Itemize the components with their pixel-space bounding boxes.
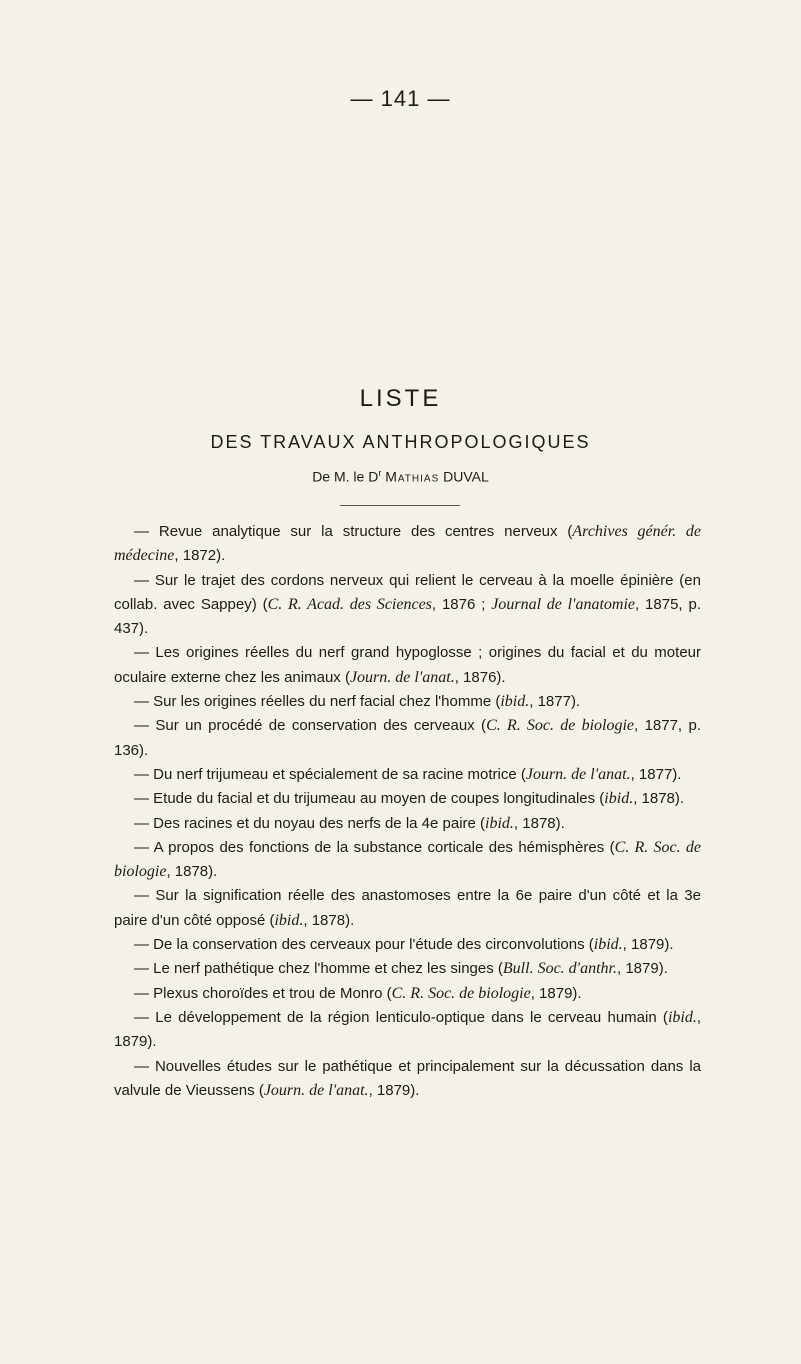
author-prefix: De M. le D <box>312 468 379 485</box>
publication-entry: — Sur un procédé de conservation des cerveaux (C. R. Soc. de biologie, 1877, p. 136). <box>114 717 701 759</box>
page-number: — 141 — <box>350 86 451 111</box>
publication-entry: — Des racines et du noyau des nerfs de la 4e paire (ibid., 1878). <box>134 814 565 832</box>
publication-entry: — Du nerf trijumeau et spécialement de sa racine motrice (Journ. de l'anat., 1877). <box>134 765 682 783</box>
page-subtitle: DES TRAVAUX ANTHROPOLOGIQUES <box>210 432 591 452</box>
page-title: LISTE <box>359 385 442 412</box>
publication-entry: — Les origines réelles du nerf grand hypoglosse ; origines du facial et du moteur oculaire externe chez les animaux (Journ. de l'anat., 1876). <box>114 644 701 686</box>
publication-entry: — Nouvelles études sur le pathétique et principalement sur la décussation dans la valvule de Vieussens (Journ. de l'anat., 1879). <box>114 1057 701 1099</box>
author-line <box>0 468 801 485</box>
author-firstname: Mathias <box>385 468 440 485</box>
publication-entry: — A propos des fonctions de la substance corticale des hémisphères (C. R. Soc. de biologie, 1878). <box>114 838 701 881</box>
publication-entry: — Etude du facial et du trijumeau au moyen de coupes longitudinales (ibid., 1878). <box>134 790 685 808</box>
publication-entry: — Sur le trajet des cordons nerveux qui relient le cerveau à la moelle épinière (en collab. avec Sappey) (C. R. Acad. des Sciences, 1876 ; Journal de l'anatomie, 1875, p. 437). <box>114 571 701 638</box>
publication-entry: — Le développement de la région lenticulo-optique dans le cerveau humain (ibid., 1879). <box>114 1008 701 1051</box>
publication-entry: — Plexus choroïdes et trou de Monro (C. R. Soc. de biologie, 1879). <box>134 984 582 1002</box>
publication-entry: — Sur les origines réelles du nerf facial chez l'homme (ibid., 1877). <box>134 693 581 711</box>
publication-entry: — De la conservation des cerveaux pour l'étude des circonvolutions (ibid., 1879). <box>134 936 674 954</box>
publication-entry: — Le nerf pathétique chez l'homme et chez les singes (Bull. Soc. d'anthr., 1879). <box>134 960 668 978</box>
publication-entry: — Revue analytique sur la structure des centres nerveux (Archives génér. de médecine, 1872). <box>114 523 702 565</box>
divider-rule <box>340 505 460 506</box>
author-superscript: r <box>378 468 382 478</box>
publication-list <box>114 520 701 1103</box>
author-surname: DUVAL <box>443 468 489 485</box>
publication-entry: — Sur la signification réelle des anastomoses entre la 6e paire d'un côté et la 3e paire d'un côté opposé (ibid., 1878). <box>114 887 701 929</box>
